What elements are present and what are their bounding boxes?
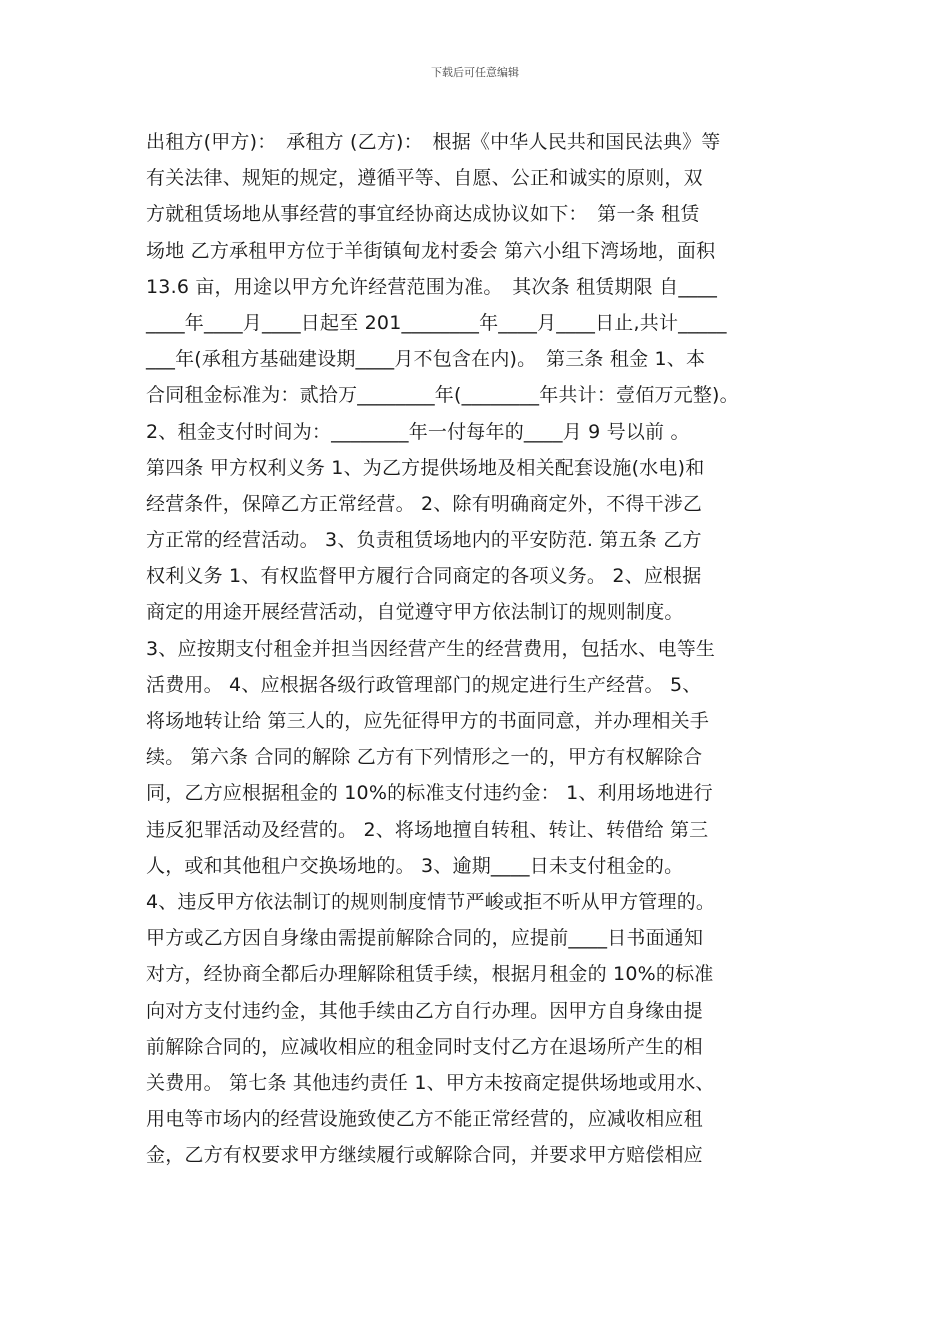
text-line: 向对方支付违约金，其他手续由乙方自行办理。因甲方自身缘由提 <box>146 999 703 1022</box>
text-line: 有关法律、规矩的规定，遵循平等、自愿、公正和诚实的原则，双 <box>146 167 703 190</box>
text-line: ____年____月____日起至 201________年____月____日止,共计_____ <box>146 311 727 334</box>
contract-body <box>146 124 811 1173</box>
text-line: 金，乙方有权要求甲方继续履行或解除合同，并要求甲方赔偿相应 <box>146 1144 703 1167</box>
text-line: 13.6 亩，用途以甲方允许经营范围为准。 其次条 租赁期限 自____ <box>146 275 718 298</box>
text-line: 续。 第六条 合同的解除 乙方有下列情形之一的，甲方有权解除合 <box>146 746 703 769</box>
text-line: 将场地转让给 第三人的，应先征得甲方的书面同意，并办理相关手 <box>146 710 710 732</box>
text-line: 合同租金标准为：贰拾万________年(________年共计：壹佰万元整)。 <box>146 384 739 407</box>
text-line: 关费用。 第七条 其他违约责任 1、甲方未按商定提供场地或用水、 <box>146 1071 715 1094</box>
text-line: 甲方或乙方因自身缘由需提前解除合同的，应提前____日书面通知 <box>146 927 704 950</box>
text-line: 用电等市场内的经营设施致使乙方不能正常经营的，应减收相应租 <box>146 1108 703 1131</box>
text-line: 经营条件，保障乙方正常经营。 2、除有明确商定外，不得干涉乙 <box>146 492 703 515</box>
text-line: 出租方(甲方)： 承租方 (乙方)： 根据《中华人民共和国民法典》等 <box>146 131 721 153</box>
text-line: 前解除合同的，应减收相应的租金同时支付乙方在退场所产生的相 <box>146 1035 703 1058</box>
text-line: 权利义务 1、有权监督甲方履行合同商定的各项义务。 2、应根据 <box>146 565 702 588</box>
text-line: 商定的用途开展经营活动，自觉遵守甲方依法制订的规则制度。 <box>146 601 684 624</box>
text-line: ___年(承租方基础建设期____月不包含在内)。 第三条 租金 1、本 <box>146 348 706 371</box>
text-line: 方就租赁场地从事经营的事宜经协商达成协议如下： 第一条 租赁 <box>146 203 700 226</box>
text-line: 3、应按期支付租金并担当因经营产生的经营费用，包括水、电等生 <box>146 637 716 660</box>
text-line: 违反犯罪活动及经营的。 2、将场地擅自转租、转让、转借给 第三 <box>146 818 709 841</box>
text-line: 方正常的经营活动。 3、负责租赁场地内的平安防范. 第五条 乙方 <box>146 529 702 552</box>
text-line: 活费用。 4、应根据各级行政管理部门的规定进行生产经营。 5、 <box>146 673 702 696</box>
text-line: 同，乙方应根据租金的 10%的标准支付违约金： 1、利用场地进行 <box>146 782 713 805</box>
page-header: 下载后可任意编辑 <box>431 66 519 79</box>
text-line: 场地 乙方承租甲方位于羊街镇甸龙村委会 第六小组下湾场地，面积 <box>146 239 716 262</box>
text-line: 2、租金支付时间为：________年一付每年的____月 9 号以前 。 <box>146 420 690 443</box>
text-line: 4、违反甲方依法制订的规则制度情节严峻或拒不听从甲方管理的。 <box>146 890 716 913</box>
text-line: 对方，经协商全都后办理解除租赁手续，根据月租金的 10%的标准 <box>146 963 714 986</box>
text-line: 第四条 甲方权利义务 1、为乙方提供场地及相关配套设施(水电)和 <box>146 456 705 479</box>
text-line: 人，或和其他租户交换场地的。 3、逾期____日未支付租金的。 <box>146 854 684 877</box>
